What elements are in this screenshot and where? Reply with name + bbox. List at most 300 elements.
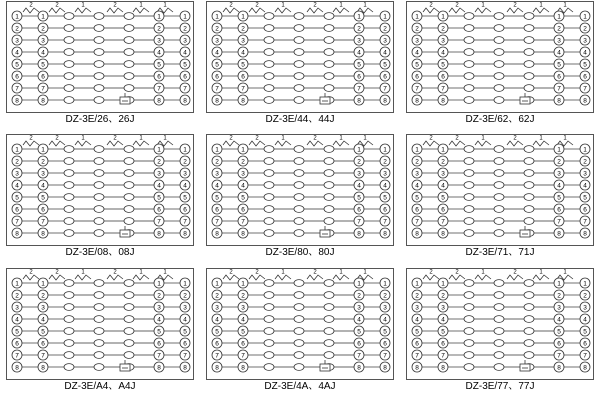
- pin-label: 8: [415, 230, 419, 238]
- pin-label: 2: [183, 292, 187, 300]
- contact-oval-r3-c3: [524, 37, 534, 44]
- pin-label: 5: [357, 61, 361, 69]
- pin-label: 6: [441, 340, 445, 348]
- pin-label: 1: [441, 13, 445, 21]
- pin-label: 2: [241, 292, 245, 300]
- contact-oval-r7-c2: [494, 85, 504, 92]
- pin-label: 1: [41, 146, 45, 154]
- pin-label: 1: [157, 13, 161, 21]
- contact-oval-r2-c1: [464, 158, 474, 165]
- contact-oval-r3-c1: [64, 303, 74, 310]
- pin-label: 6: [441, 73, 445, 81]
- contact-oval-r3-c1: [64, 170, 74, 177]
- diagram-caption: DZ-3E/71、71J: [465, 247, 535, 259]
- pin-label: 4: [557, 49, 561, 57]
- coil-zigzag: [275, 275, 291, 280]
- pin-label: 8: [557, 364, 561, 372]
- coil-label: 2: [255, 269, 259, 276]
- coil-zigzag: [423, 275, 439, 280]
- pin-label: 4: [241, 182, 245, 190]
- pin-label: 7: [415, 85, 419, 93]
- pin-label: 3: [241, 37, 245, 45]
- pin-label: 2: [215, 292, 219, 300]
- pin-label: 7: [183, 352, 187, 360]
- pin-label: 5: [383, 328, 387, 336]
- contact-oval-r1-c3: [124, 13, 134, 20]
- pin-label: 3: [583, 170, 587, 178]
- coil-label: 1: [339, 2, 343, 9]
- pin-label: 1: [383, 280, 387, 288]
- coil-zigzag: [23, 8, 39, 13]
- coil-zigzag: [475, 8, 491, 13]
- pin-label: 8: [441, 230, 445, 238]
- pin-label: 8: [441, 364, 445, 372]
- contact-oval-r4-c3: [324, 182, 334, 189]
- pin-label: 2: [157, 158, 161, 166]
- diagram-caption: DZ-3E/44、44J: [265, 114, 335, 125]
- contact-oval-r4-c3: [524, 315, 534, 322]
- pin-label: 4: [383, 182, 387, 190]
- contact-oval-r6-c1: [464, 339, 474, 346]
- coil-zigzag: [23, 275, 39, 280]
- contact-oval-r2-c1: [264, 25, 274, 32]
- pin-label: 3: [415, 37, 419, 45]
- pin-label: 5: [157, 194, 161, 202]
- contact-oval-r4-c2: [94, 182, 104, 189]
- pin-label: 5: [15, 194, 19, 202]
- contact-oval-r1-c1: [464, 279, 474, 286]
- pin-label: 3: [215, 170, 219, 178]
- contact-oval-r5-c3: [524, 194, 534, 201]
- pin-label: 2: [241, 158, 245, 166]
- pin-label: 8: [357, 230, 361, 238]
- diagram-panel-dz-3e-62: [406, 1, 594, 113]
- earth-symbol: [520, 230, 530, 237]
- contact-oval-r7-c3: [124, 85, 134, 92]
- pin-label: 1: [415, 13, 419, 21]
- contact-oval-r7-c3: [524, 351, 534, 358]
- contact-oval-r2-c2: [294, 291, 304, 298]
- coil-zigzag: [475, 141, 491, 146]
- coil-label: 1: [163, 2, 167, 9]
- contact-oval-r7-c2: [94, 218, 104, 225]
- pin-label: 1: [15, 280, 19, 288]
- pin-label: 3: [15, 170, 19, 178]
- pin-label: 8: [441, 97, 445, 105]
- wiring-schematic: [7, 2, 195, 114]
- pin-label: 3: [383, 304, 387, 312]
- pin-label: 3: [383, 170, 387, 178]
- pin-label: 7: [15, 218, 19, 226]
- earth-symbol: [120, 230, 130, 237]
- contact-oval-r7-c2: [294, 85, 304, 92]
- pin-label: 4: [15, 182, 19, 190]
- contact-oval-r2-c3: [524, 25, 534, 32]
- contact-oval-r1-c2: [94, 13, 104, 20]
- coil-zigzag: [275, 8, 291, 13]
- pin-label: 2: [441, 158, 445, 166]
- coil-zigzag: [533, 275, 549, 280]
- contact-oval-r2-c3: [324, 25, 334, 32]
- contact-oval-r2-c2: [94, 25, 104, 32]
- pin-label: 7: [157, 218, 161, 226]
- pin-label: 6: [215, 340, 219, 348]
- contact-oval-r3-c2: [94, 303, 104, 310]
- contact-oval-r6-c1: [464, 73, 474, 80]
- diagram-caption: DZ-3E/26、26J: [65, 114, 135, 125]
- contact-oval-r6-c2: [494, 73, 504, 80]
- diagram-cell: [400, 267, 600, 400]
- pin-label: 2: [557, 158, 561, 166]
- pin-label: 8: [215, 97, 219, 105]
- contact-oval-r2-c3: [324, 158, 334, 165]
- contact-oval-r2-c3: [124, 291, 134, 298]
- pin-label: 2: [157, 25, 161, 33]
- pin-label: 6: [241, 340, 245, 348]
- contact-oval-r8-c1: [464, 363, 474, 370]
- diagram-cell: [0, 267, 200, 400]
- pin-label: 3: [357, 304, 361, 312]
- coil-label: 2: [29, 269, 33, 276]
- pin-label: 7: [415, 218, 419, 226]
- contact-oval-r5-c2: [494, 194, 504, 201]
- contact-oval-r6-c1: [264, 339, 274, 346]
- coil-label: 1: [563, 269, 567, 276]
- pin-label: 3: [441, 304, 445, 312]
- contact-oval-r8-c2: [294, 230, 304, 237]
- pin-label: 5: [441, 61, 445, 69]
- diagram-panel-dz-3e-77: [406, 268, 594, 380]
- pin-label: 4: [383, 316, 387, 324]
- contact-oval-r3-c3: [124, 37, 134, 44]
- coil-zigzag: [49, 8, 65, 13]
- contact-oval-r2-c3: [124, 158, 134, 165]
- wiring-schematic: [207, 2, 395, 114]
- coil-label: 2: [55, 2, 59, 9]
- contact-oval-r5-c1: [264, 61, 274, 68]
- pin-label: 2: [583, 25, 587, 33]
- pin-label: 3: [157, 170, 161, 178]
- pin-label: 3: [41, 304, 45, 312]
- pin-label: 1: [357, 280, 361, 288]
- pin-label: 8: [41, 230, 45, 238]
- pin-label: 2: [415, 158, 419, 166]
- pin-label: 5: [583, 328, 587, 336]
- contact-oval-r1-c3: [124, 146, 134, 153]
- diagram-panel-dz-3e-08: [6, 134, 194, 246]
- diagram-panel-dz-3e-71: [406, 134, 594, 246]
- pin-label: 4: [583, 49, 587, 57]
- contact-oval-r2-c1: [264, 158, 274, 165]
- contact-oval-r1-c1: [64, 146, 74, 153]
- pin-label: 6: [583, 340, 587, 348]
- pin-label: 7: [215, 218, 219, 226]
- pin-label: 2: [215, 25, 219, 33]
- contact-oval-r3-c3: [124, 303, 134, 310]
- contact-oval-r7-c1: [64, 85, 74, 92]
- contact-oval-r6-c1: [464, 206, 474, 213]
- contact-oval-r1-c2: [494, 279, 504, 286]
- contact-oval-r5-c3: [324, 194, 334, 201]
- pin-label: 5: [441, 328, 445, 336]
- contact-oval-r3-c1: [64, 37, 74, 44]
- pin-label: 1: [41, 13, 45, 21]
- earth-symbol: [320, 364, 330, 371]
- pin-label: 6: [241, 73, 245, 81]
- coil-zigzag: [223, 141, 239, 146]
- pin-label: 6: [383, 206, 387, 214]
- coil-label: 1: [339, 269, 343, 276]
- pin-label: 2: [183, 25, 187, 33]
- pin-label: 4: [157, 49, 161, 57]
- contact-oval-r3-c2: [94, 37, 104, 44]
- contact-oval-r3-c2: [94, 170, 104, 177]
- pin-label: 5: [15, 328, 19, 336]
- contact-oval-r7-c3: [524, 218, 534, 225]
- diagram-panel-dz-3e-a4: [6, 268, 194, 380]
- pin-label: 1: [383, 146, 387, 154]
- contact-oval-r5-c2: [94, 327, 104, 334]
- contact-oval-r3-c1: [264, 37, 274, 44]
- coil-zigzag: [533, 141, 549, 146]
- pin-label: 6: [557, 73, 561, 81]
- coil-label: 2: [255, 135, 259, 142]
- pin-label: 3: [441, 170, 445, 178]
- wiring-schematic: [207, 135, 395, 247]
- coil-zigzag: [23, 141, 39, 146]
- pin-label: 1: [383, 13, 387, 21]
- coil-label: 1: [281, 2, 285, 9]
- contact-oval-r7-c1: [464, 85, 474, 92]
- contact-oval-r3-c3: [524, 170, 534, 177]
- diagram-panel-dz-3e-4a: [206, 268, 394, 380]
- contact-oval-r5-c2: [94, 61, 104, 68]
- pin-label: 3: [357, 170, 361, 178]
- contact-oval-r3-c1: [464, 37, 474, 44]
- contact-oval-r7-c3: [324, 85, 334, 92]
- coil-label: 2: [113, 269, 117, 276]
- pin-label: 3: [157, 37, 161, 45]
- pin-label: 1: [183, 13, 187, 21]
- pin-label: 7: [583, 218, 587, 226]
- coil-zigzag: [133, 141, 149, 146]
- contact-oval-r5-c1: [64, 327, 74, 334]
- pin-label: 2: [557, 292, 561, 300]
- pin-label: 8: [41, 97, 45, 105]
- pin-label: 8: [157, 97, 161, 105]
- pin-label: 6: [41, 340, 45, 348]
- pin-label: 4: [215, 182, 219, 190]
- pin-label: 8: [183, 97, 187, 105]
- coil-label: 2: [513, 269, 517, 276]
- coil-label: 1: [363, 135, 367, 142]
- pin-label: 5: [215, 328, 219, 336]
- contact-oval-r6-c2: [94, 73, 104, 80]
- pin-label: 6: [583, 73, 587, 81]
- contact-oval-r4-c3: [124, 315, 134, 322]
- pin-label: 6: [357, 73, 361, 81]
- pin-label: 4: [557, 182, 561, 190]
- pin-label: 8: [15, 364, 19, 372]
- contact-oval-r2-c1: [264, 291, 274, 298]
- coil-label: 2: [229, 2, 233, 9]
- pin-label: 8: [157, 364, 161, 372]
- contact-oval-r1-c3: [524, 146, 534, 153]
- coil-zigzag: [307, 8, 323, 13]
- coil-label: 1: [163, 135, 167, 142]
- contact-oval-r3-c2: [294, 170, 304, 177]
- pin-label: 3: [15, 304, 19, 312]
- pin-label: 1: [241, 280, 245, 288]
- pin-label: 1: [215, 146, 219, 154]
- coil-zigzag: [249, 8, 265, 13]
- coil-label: 1: [481, 2, 485, 9]
- contact-oval-r7-c2: [494, 351, 504, 358]
- wiring-schematic: [207, 269, 395, 381]
- pin-label: 5: [357, 328, 361, 336]
- contact-oval-r2-c3: [524, 291, 534, 298]
- pin-label: 1: [357, 146, 361, 154]
- pin-label: 1: [557, 280, 561, 288]
- pin-label: 3: [383, 37, 387, 45]
- pin-label: 1: [557, 146, 561, 154]
- pin-label: 7: [241, 352, 245, 360]
- contact-oval-r8-c1: [464, 97, 474, 104]
- diagram-cell: [0, 0, 200, 133]
- diagram-cell: [0, 133, 200, 266]
- pin-label: 7: [357, 352, 361, 360]
- contact-oval-r8-c1: [464, 230, 474, 237]
- earth-symbol: [320, 230, 330, 237]
- pin-label: 7: [215, 85, 219, 93]
- contact-oval-r1-c1: [464, 146, 474, 153]
- pin-label: 1: [441, 146, 445, 154]
- pin-label: 6: [157, 73, 161, 81]
- coil-label: 1: [363, 2, 367, 9]
- pin-label: 3: [583, 37, 587, 45]
- contact-oval-r2-c2: [494, 25, 504, 32]
- coil-zigzag: [223, 275, 239, 280]
- pin-label: 7: [357, 218, 361, 226]
- contact-oval-r7-c1: [264, 85, 274, 92]
- contact-oval-r1-c3: [324, 13, 334, 20]
- pin-label: 3: [557, 304, 561, 312]
- coil-label: 2: [229, 269, 233, 276]
- pin-label: 1: [583, 13, 587, 21]
- pin-label: 4: [557, 316, 561, 324]
- coil-label: 1: [81, 269, 85, 276]
- pin-label: 5: [15, 61, 19, 69]
- contact-oval-r3-c2: [294, 303, 304, 310]
- pin-label: 7: [183, 85, 187, 93]
- pin-label: 8: [383, 230, 387, 238]
- contact-oval-r7-c1: [264, 351, 274, 358]
- coil-zigzag: [475, 275, 491, 280]
- wiring-schematic: [407, 135, 595, 247]
- pin-label: 6: [215, 206, 219, 214]
- contact-oval-r1-c3: [324, 279, 334, 286]
- diagram-cell: [400, 0, 600, 133]
- pin-label: 6: [415, 340, 419, 348]
- pin-label: 4: [215, 316, 219, 324]
- contact-oval-r5-c3: [124, 194, 134, 201]
- pin-label: 7: [157, 352, 161, 360]
- coil-label: 1: [139, 269, 143, 276]
- wiring-schematic: [407, 269, 595, 381]
- pin-label: 6: [383, 73, 387, 81]
- contact-oval-r1-c2: [94, 279, 104, 286]
- pin-label: 7: [383, 218, 387, 226]
- pin-label: 5: [41, 61, 45, 69]
- contact-oval-r8-c1: [264, 363, 274, 370]
- pin-label: 5: [557, 61, 561, 69]
- pin-label: 3: [215, 37, 219, 45]
- coil-zigzag: [107, 8, 123, 13]
- contact-oval-r2-c2: [294, 25, 304, 32]
- pin-label: 8: [215, 230, 219, 238]
- coil-zigzag: [223, 8, 239, 13]
- contact-oval-r3-c3: [324, 37, 334, 44]
- pin-label: 2: [357, 292, 361, 300]
- contact-oval-r4-c2: [494, 315, 504, 322]
- contact-oval-r6-c2: [294, 206, 304, 213]
- contact-oval-r1-c3: [124, 279, 134, 286]
- pin-label: 3: [357, 37, 361, 45]
- pin-label: 2: [383, 292, 387, 300]
- pin-label: 2: [357, 158, 361, 166]
- contact-oval-r6-c3: [524, 206, 534, 213]
- pin-label: 1: [557, 13, 561, 21]
- contact-oval-r8-c2: [94, 363, 104, 370]
- contact-oval-r4-c3: [324, 315, 334, 322]
- diagram-panel-dz-3e-26: [6, 1, 194, 113]
- pin-label: 3: [241, 304, 245, 312]
- pin-label: 1: [415, 146, 419, 154]
- pin-label: 8: [383, 97, 387, 105]
- contact-oval-r2-c2: [494, 291, 504, 298]
- contact-oval-r4-c2: [494, 49, 504, 56]
- pin-label: 3: [183, 37, 187, 45]
- pin-label: 4: [583, 182, 587, 190]
- pin-label: 7: [241, 218, 245, 226]
- contact-oval-r4-c1: [264, 315, 274, 322]
- contact-oval-r7-c3: [124, 351, 134, 358]
- pin-label: 1: [215, 13, 219, 21]
- pin-label: 4: [383, 49, 387, 57]
- pin-label: 4: [41, 182, 45, 190]
- pin-label: 8: [241, 230, 245, 238]
- pin-label: 8: [557, 97, 561, 105]
- pin-label: 7: [441, 352, 445, 360]
- contact-oval-r6-c3: [324, 339, 334, 346]
- pin-label: 3: [241, 170, 245, 178]
- contact-oval-r4-c2: [294, 182, 304, 189]
- contact-oval-r4-c1: [264, 49, 274, 56]
- coil-label: 2: [455, 2, 459, 9]
- contact-oval-r8-c2: [94, 230, 104, 237]
- contact-oval-r8-c1: [64, 230, 74, 237]
- contact-oval-r4-c1: [464, 315, 474, 322]
- earth-symbol: [120, 364, 130, 371]
- pin-label: 6: [357, 206, 361, 214]
- coil-zigzag: [333, 141, 349, 146]
- contact-oval-r1-c3: [524, 279, 534, 286]
- pin-label: 7: [41, 85, 45, 93]
- pin-label: 7: [557, 85, 561, 93]
- pin-label: 5: [383, 61, 387, 69]
- pin-label: 2: [583, 158, 587, 166]
- diagram-caption: DZ-3E/80、80J: [265, 247, 335, 259]
